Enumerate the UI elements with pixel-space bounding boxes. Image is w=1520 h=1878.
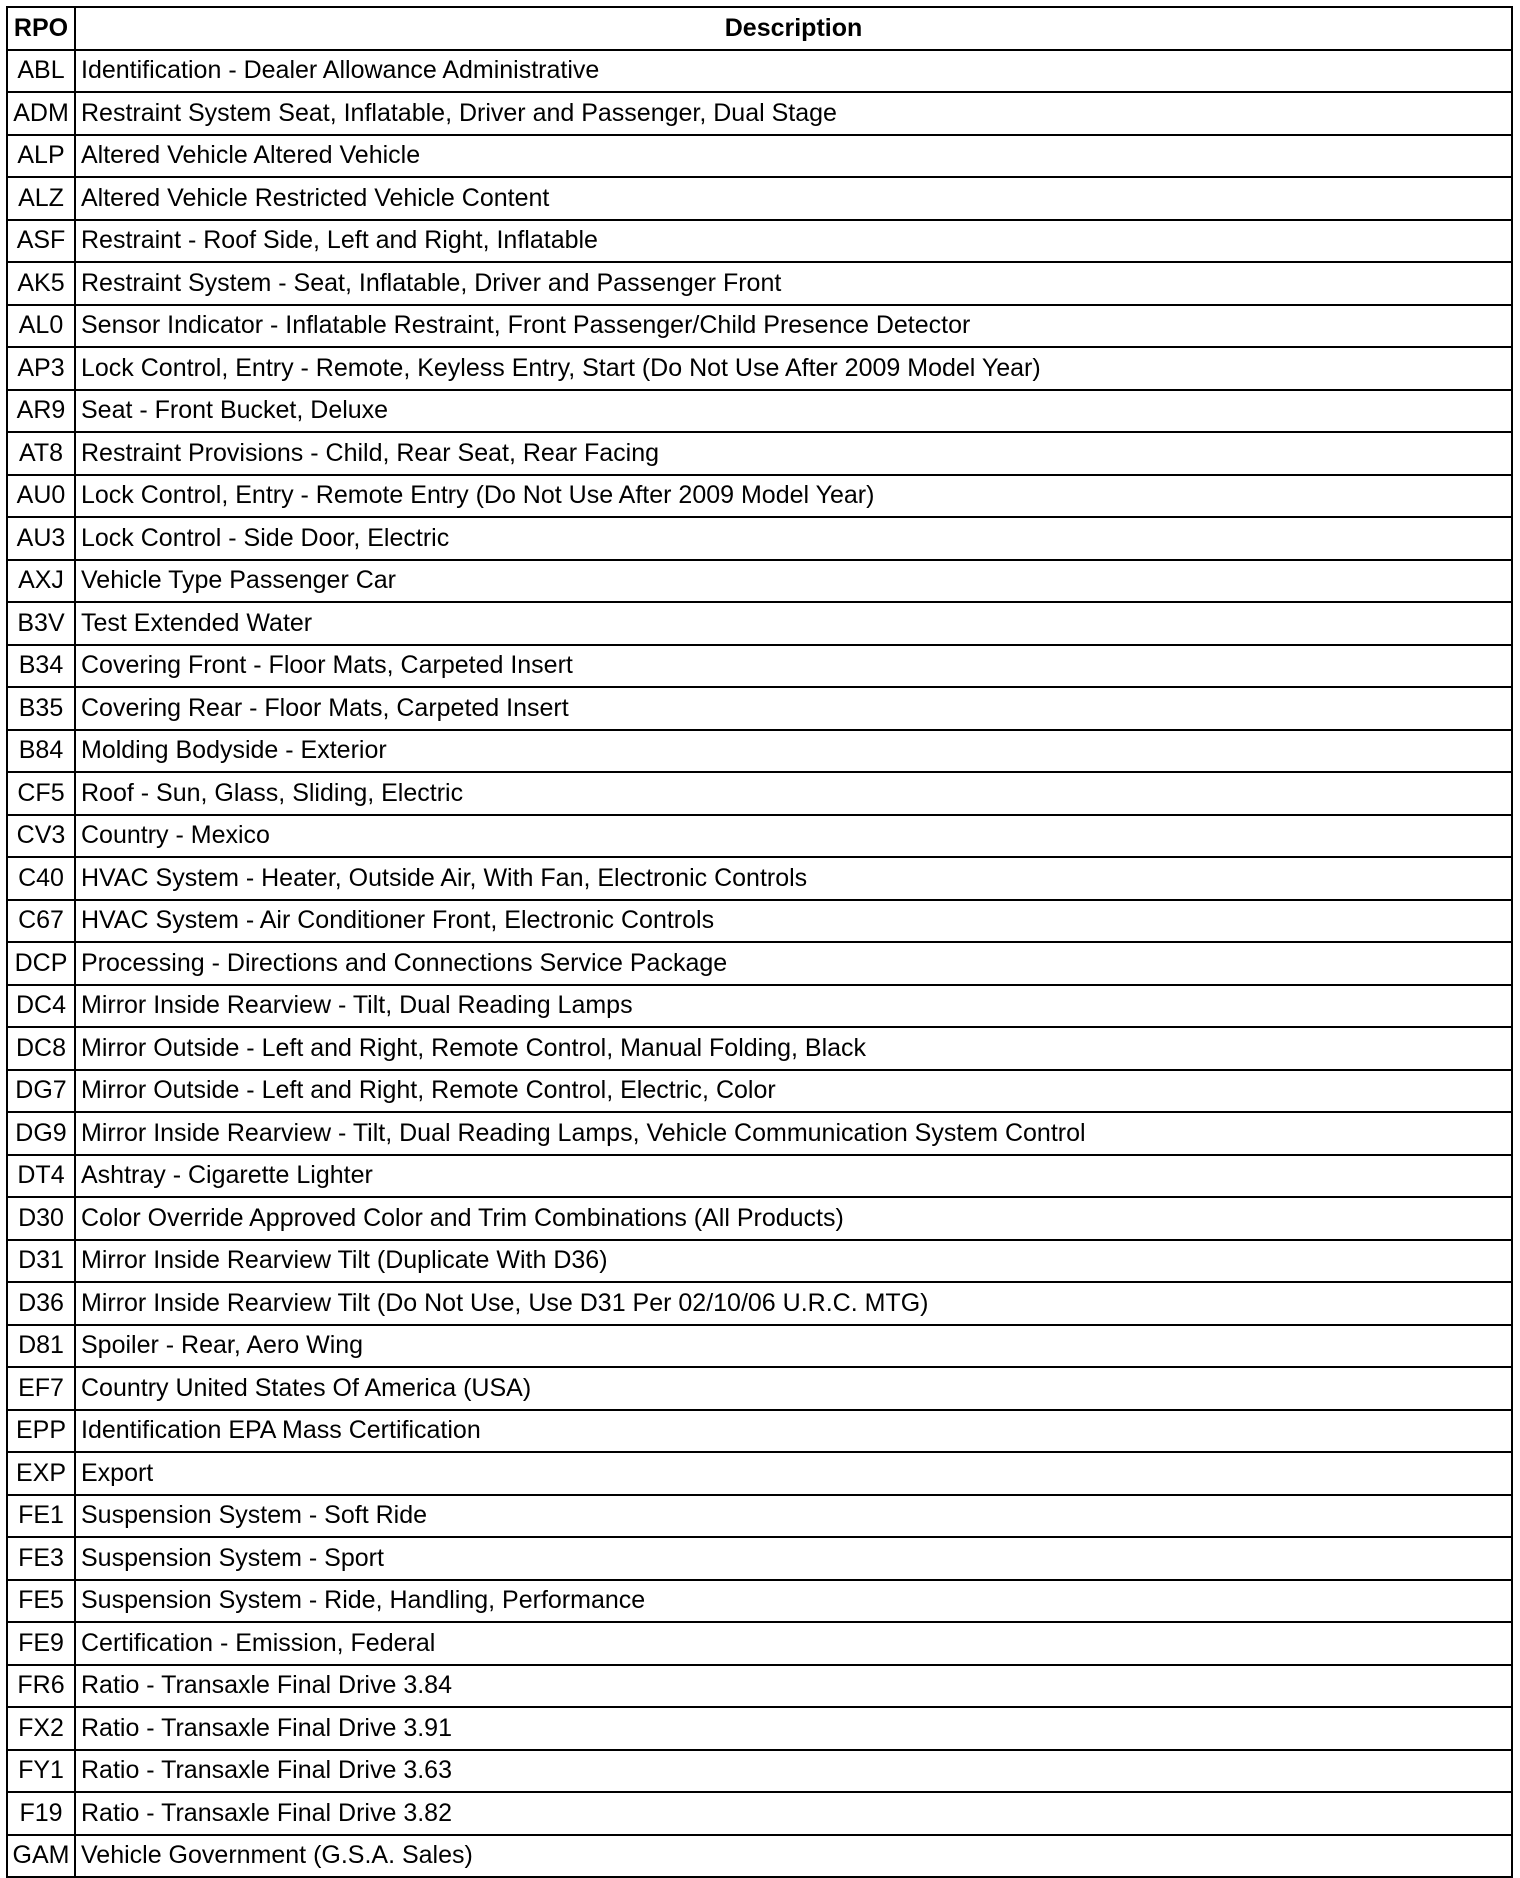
description-cell: Covering Front - Floor Mats, Carpeted Insert bbox=[75, 645, 1512, 688]
rpo-code-cell: FE9 bbox=[7, 1622, 75, 1665]
description-cell: Suspension System - Sport bbox=[75, 1537, 1512, 1580]
rpo-code-cell: D30 bbox=[7, 1197, 75, 1240]
table-body bbox=[7, 50, 1512, 1878]
rpo-code-cell: FE3 bbox=[7, 1537, 75, 1580]
description-cell: Test Extended Water bbox=[75, 602, 1512, 645]
table-row bbox=[7, 1282, 1512, 1325]
rpo-code-cell: C40 bbox=[7, 857, 75, 900]
rpo-code-cell: AP3 bbox=[7, 347, 75, 390]
description-cell: Suspension System - Soft Ride bbox=[75, 1495, 1512, 1538]
rpo-code-cell: CV3 bbox=[7, 815, 75, 858]
description-cell: Mirror Inside Rearview Tilt (Do Not Use, Use D31 Per 02/10/06 U.R.C. MTG) bbox=[75, 1282, 1512, 1325]
table-row bbox=[7, 1665, 1512, 1708]
table-row bbox=[7, 1325, 1512, 1368]
rpo-code-cell: B3V bbox=[7, 602, 75, 645]
rpo-code-cell: DG9 bbox=[7, 1112, 75, 1155]
table-row bbox=[7, 857, 1512, 900]
rpo-code-cell: AL0 bbox=[7, 305, 75, 348]
table-row bbox=[7, 1452, 1512, 1495]
description-cell: Lock Control, Entry - Remote Entry (Do Not Use After 2009 Model Year) bbox=[75, 475, 1512, 518]
table-row bbox=[7, 1750, 1512, 1793]
table-row bbox=[7, 50, 1512, 93]
rpo-code-cell: AR9 bbox=[7, 390, 75, 433]
table-header-row bbox=[7, 7, 1512, 50]
description-cell: HVAC System - Air Conditioner Front, Electronic Controls bbox=[75, 900, 1512, 943]
description-cell: Mirror Inside Rearview Tilt (Duplicate With D36) bbox=[75, 1240, 1512, 1283]
description-cell: Identification - Dealer Allowance Administrative bbox=[75, 50, 1512, 93]
rpo-code-cell: FX2 bbox=[7, 1707, 75, 1750]
rpo-code-cell: C67 bbox=[7, 900, 75, 943]
rpo-column-header: RPO bbox=[7, 7, 75, 50]
description-cell: Restraint System - Seat, Inflatable, Driver and Passenger Front bbox=[75, 262, 1512, 305]
description-cell: Seat - Front Bucket, Deluxe bbox=[75, 390, 1512, 433]
table-row bbox=[7, 1622, 1512, 1665]
description-cell: Restraint - Roof Side, Left and Right, Inflatable bbox=[75, 220, 1512, 263]
description-cell: Altered Vehicle Altered Vehicle bbox=[75, 135, 1512, 178]
description-cell: Restraint Provisions - Child, Rear Seat, Rear Facing bbox=[75, 432, 1512, 475]
rpo-code-cell: EXP bbox=[7, 1452, 75, 1495]
description-cell: Roof - Sun, Glass, Sliding, Electric bbox=[75, 772, 1512, 815]
description-cell: Ratio - Transaxle Final Drive 3.84 bbox=[75, 1665, 1512, 1708]
description-cell: Ashtray - Cigarette Lighter bbox=[75, 1155, 1512, 1198]
table-row bbox=[7, 1835, 1512, 1878]
rpo-code-cell: GAM bbox=[7, 1835, 75, 1878]
description-cell: HVAC System - Heater, Outside Air, With Fan, Electronic Controls bbox=[75, 857, 1512, 900]
table-row bbox=[7, 1197, 1512, 1240]
description-cell: Lock Control, Entry - Remote, Keyless Entry, Start (Do Not Use After 2009 Model Year) bbox=[75, 347, 1512, 390]
description-cell: Molding Bodyside - Exterior bbox=[75, 730, 1512, 773]
rpo-code-cell: B34 bbox=[7, 645, 75, 688]
table-row bbox=[7, 1155, 1512, 1198]
description-cell: Altered Vehicle Restricted Vehicle Content bbox=[75, 177, 1512, 220]
rpo-code-cell: ADM bbox=[7, 92, 75, 135]
description-cell: Identification EPA Mass Certification bbox=[75, 1410, 1512, 1453]
description-cell: Vehicle Government (G.S.A. Sales) bbox=[75, 1835, 1512, 1878]
table-row bbox=[7, 772, 1512, 815]
table-row bbox=[7, 1367, 1512, 1410]
table-row bbox=[7, 177, 1512, 220]
description-cell: Mirror Inside Rearview - Tilt, Dual Reading Lamps, Vehicle Communication System Control bbox=[75, 1112, 1512, 1155]
description-cell: Export bbox=[75, 1452, 1512, 1495]
table-row bbox=[7, 560, 1512, 603]
table-row bbox=[7, 1537, 1512, 1580]
description-cell: Country - Mexico bbox=[75, 815, 1512, 858]
description-cell: Ratio - Transaxle Final Drive 3.91 bbox=[75, 1707, 1512, 1750]
table-row bbox=[7, 645, 1512, 688]
description-cell: Spoiler - Rear, Aero Wing bbox=[75, 1325, 1512, 1368]
table-row bbox=[7, 1070, 1512, 1113]
rpo-code-cell: D81 bbox=[7, 1325, 75, 1368]
rpo-table bbox=[6, 6, 1513, 1878]
rpo-code-cell: CF5 bbox=[7, 772, 75, 815]
rpo-code-cell: AK5 bbox=[7, 262, 75, 305]
description-cell: Restraint System Seat, Inflatable, Driver and Passenger, Dual Stage bbox=[75, 92, 1512, 135]
table-row bbox=[7, 390, 1512, 433]
rpo-code-cell: B35 bbox=[7, 687, 75, 730]
rpo-code-cell: EF7 bbox=[7, 1367, 75, 1410]
rpo-code-cell: FY1 bbox=[7, 1750, 75, 1793]
table-row bbox=[7, 135, 1512, 178]
table-row bbox=[7, 1495, 1512, 1538]
description-cell: Color Override Approved Color and Trim Combinations (All Products) bbox=[75, 1197, 1512, 1240]
table-row bbox=[7, 985, 1512, 1028]
rpo-code-cell: AXJ bbox=[7, 560, 75, 603]
description-cell: Country United States Of America (USA) bbox=[75, 1367, 1512, 1410]
rpo-code-cell: DT4 bbox=[7, 1155, 75, 1198]
description-cell: Ratio - Transaxle Final Drive 3.82 bbox=[75, 1792, 1512, 1835]
rpo-code-cell: FE1 bbox=[7, 1495, 75, 1538]
rpo-code-cell: DG7 bbox=[7, 1070, 75, 1113]
rpo-code-cell: ALZ bbox=[7, 177, 75, 220]
description-cell: Ratio - Transaxle Final Drive 3.63 bbox=[75, 1750, 1512, 1793]
rpo-code-cell: F19 bbox=[7, 1792, 75, 1835]
rpo-code-cell: ASF bbox=[7, 220, 75, 263]
table-row bbox=[7, 305, 1512, 348]
table-row bbox=[7, 687, 1512, 730]
description-cell: Mirror Outside - Left and Right, Remote Control, Manual Folding, Black bbox=[75, 1027, 1512, 1070]
description-cell: Lock Control - Side Door, Electric bbox=[75, 517, 1512, 560]
description-cell: Vehicle Type Passenger Car bbox=[75, 560, 1512, 603]
rpo-code-cell: AU3 bbox=[7, 517, 75, 560]
table-row bbox=[7, 517, 1512, 560]
description-cell: Mirror Outside - Left and Right, Remote Control, Electric, Color bbox=[75, 1070, 1512, 1113]
rpo-code-cell: EPP bbox=[7, 1410, 75, 1453]
rpo-code-cell: D36 bbox=[7, 1282, 75, 1325]
rpo-code-cell: DCP bbox=[7, 942, 75, 985]
description-column-header: Description bbox=[75, 7, 1512, 50]
table-row bbox=[7, 347, 1512, 390]
table-row bbox=[7, 1580, 1512, 1623]
table-row bbox=[7, 262, 1512, 305]
description-cell: Certification - Emission, Federal bbox=[75, 1622, 1512, 1665]
table-row bbox=[7, 730, 1512, 773]
table-row bbox=[7, 432, 1512, 475]
table-row bbox=[7, 1112, 1512, 1155]
table-row bbox=[7, 220, 1512, 263]
rpo-code-cell: ALP bbox=[7, 135, 75, 178]
rpo-code-cell: DC8 bbox=[7, 1027, 75, 1070]
table-row bbox=[7, 1792, 1512, 1835]
rpo-code-cell: DC4 bbox=[7, 985, 75, 1028]
table-row bbox=[7, 1410, 1512, 1453]
rpo-code-cell: ABL bbox=[7, 50, 75, 93]
table-row bbox=[7, 900, 1512, 943]
description-cell: Processing - Directions and Connections Service Package bbox=[75, 942, 1512, 985]
table-row bbox=[7, 92, 1512, 135]
rpo-code-cell: FR6 bbox=[7, 1665, 75, 1708]
table-row bbox=[7, 602, 1512, 645]
rpo-code-cell: AT8 bbox=[7, 432, 75, 475]
table-row bbox=[7, 475, 1512, 518]
table-row bbox=[7, 1240, 1512, 1283]
rpo-code-cell: B84 bbox=[7, 730, 75, 773]
table-row bbox=[7, 1707, 1512, 1750]
rpo-code-cell: FE5 bbox=[7, 1580, 75, 1623]
table-row bbox=[7, 942, 1512, 985]
rpo-code-cell: AU0 bbox=[7, 475, 75, 518]
description-cell: Covering Rear - Floor Mats, Carpeted Insert bbox=[75, 687, 1512, 730]
description-cell: Suspension System - Ride, Handling, Performance bbox=[75, 1580, 1512, 1623]
table-row bbox=[7, 1027, 1512, 1070]
rpo-code-cell: D31 bbox=[7, 1240, 75, 1283]
description-cell: Mirror Inside Rearview - Tilt, Dual Reading Lamps bbox=[75, 985, 1512, 1028]
table-row bbox=[7, 815, 1512, 858]
description-cell: Sensor Indicator - Inflatable Restraint, Front Passenger/Child Presence Detector bbox=[75, 305, 1512, 348]
